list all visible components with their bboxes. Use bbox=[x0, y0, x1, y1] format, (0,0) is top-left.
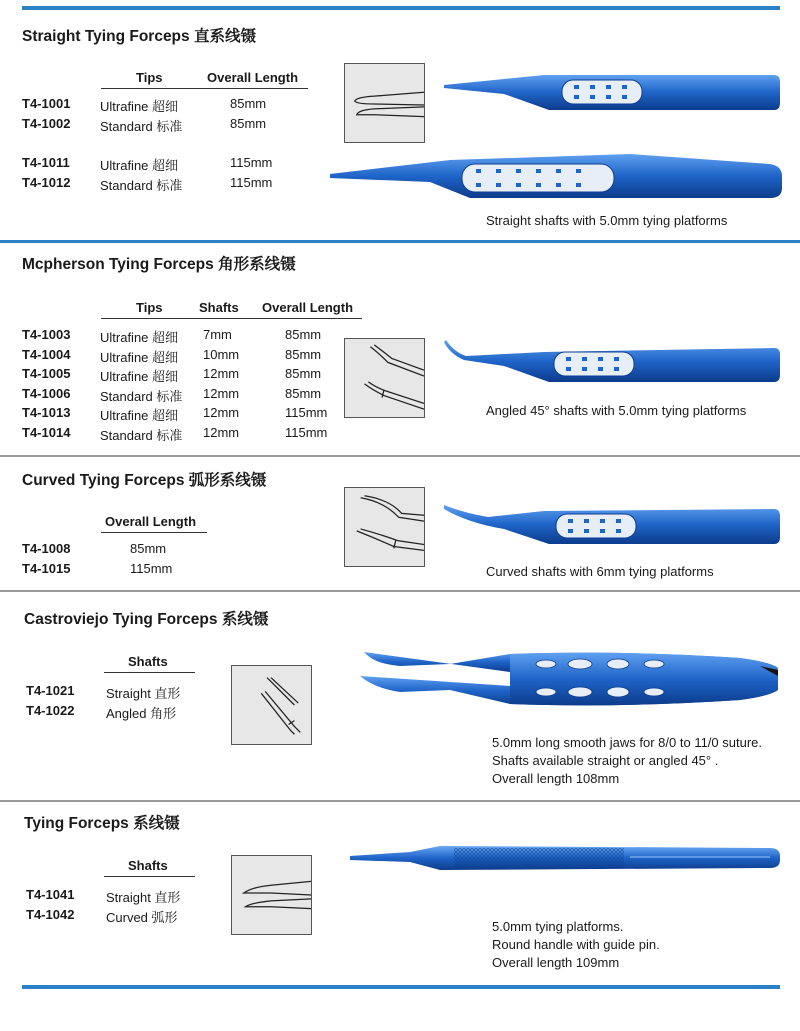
section-title: Mcpherson Tying Forceps 角形系线镊 bbox=[22, 256, 296, 273]
length-value: 115mm bbox=[230, 175, 273, 190]
shafts-value: Straight 直形 bbox=[106, 686, 181, 701]
product-code: T4-1003 bbox=[22, 327, 71, 342]
caption-line: Round handle with guide pin. bbox=[492, 937, 660, 952]
caption-line: 5.0mm long smooth jaws for 8/0 to 11/0 suture. bbox=[492, 735, 763, 750]
tips-value: Ultrafine 超细 bbox=[100, 330, 179, 345]
length-value: 85mm bbox=[285, 347, 322, 362]
castroviejo-tip-icon bbox=[231, 665, 312, 745]
header-underline bbox=[104, 672, 195, 673]
tips-value: Standard 标准 bbox=[100, 428, 183, 443]
length-value: 85mm bbox=[230, 116, 267, 131]
product-code: T4-1022 bbox=[26, 703, 75, 718]
shafts-value: Angled 角形 bbox=[106, 706, 177, 721]
shafts-value: 12mm bbox=[203, 366, 240, 381]
caption-line: Overall length 109mm bbox=[492, 955, 620, 970]
shafts-value: Curved 弧形 bbox=[106, 910, 178, 925]
mcpherson-tying-forceps-image bbox=[444, 340, 780, 385]
product-code: T4-1012 bbox=[22, 175, 71, 190]
product-code: T4-1014 bbox=[22, 425, 71, 440]
section-caption: Straight shafts with 5.0mm tying platforms bbox=[486, 213, 728, 228]
straight-tying-forceps-image bbox=[444, 70, 780, 115]
length-value: 85mm bbox=[285, 366, 322, 381]
section-caption: Angled 45° shafts with 5.0mm tying platforms bbox=[486, 403, 747, 418]
caption-line: Overall length 108mm bbox=[492, 771, 620, 786]
castroviejo-tying-forceps-image bbox=[360, 648, 780, 710]
section-caption: Curved shafts with 6mm tying platforms bbox=[486, 564, 714, 579]
tips-value: Ultrafine 超细 bbox=[100, 158, 179, 173]
column-header-overall-length: Overall Length bbox=[105, 514, 197, 529]
section-divider bbox=[0, 590, 800, 592]
caption-line: Shafts available straight or angled 45° . bbox=[492, 753, 719, 768]
section-divider bbox=[0, 800, 800, 802]
column-header-overall-length: Overall Length bbox=[207, 70, 299, 85]
tips-value: Ultrafine 超细 bbox=[100, 350, 179, 365]
section-divider bbox=[0, 240, 800, 243]
section-title: Straight Tying Forceps 直系线镊 bbox=[22, 28, 256, 45]
curved-tying-forceps-image bbox=[444, 503, 780, 548]
header-underline bbox=[101, 532, 207, 533]
length-value: 115mm bbox=[130, 561, 173, 576]
tips-value: Ultrafine 超细 bbox=[100, 99, 179, 114]
product-code: T4-1013 bbox=[22, 405, 71, 420]
straight-tying-forceps-long-image bbox=[330, 152, 782, 202]
length-value: 85mm bbox=[230, 96, 267, 111]
shafts-value: 12mm bbox=[203, 386, 240, 401]
length-value: 115mm bbox=[230, 155, 273, 170]
shafts-value: 10mm bbox=[203, 347, 240, 362]
product-code: T4-1005 bbox=[22, 366, 71, 381]
column-header-shafts: Shafts bbox=[128, 654, 168, 669]
tips-value: Standard 标准 bbox=[100, 119, 183, 134]
length-value: 115mm bbox=[285, 425, 328, 440]
product-code: T4-1041 bbox=[26, 887, 75, 902]
tips-value: Standard 标准 bbox=[100, 389, 183, 404]
shafts-value: Straight 直形 bbox=[106, 890, 181, 905]
header-underline bbox=[104, 876, 195, 877]
top-rule bbox=[22, 6, 780, 10]
tips-value: Ultrafine 超细 bbox=[100, 369, 179, 384]
product-code: T4-1042 bbox=[26, 907, 75, 922]
column-header-tips: Tips bbox=[136, 70, 163, 85]
tips-value: Ultrafine 超细 bbox=[100, 408, 179, 423]
round-handle-tying-forceps-image bbox=[350, 838, 780, 878]
product-code: T4-1002 bbox=[22, 116, 71, 131]
product-code: T4-1021 bbox=[26, 683, 75, 698]
section-divider bbox=[0, 455, 800, 457]
round-handle-tip-icon bbox=[231, 855, 312, 935]
length-value: 85mm bbox=[285, 386, 322, 401]
column-header-shafts: Shafts bbox=[128, 858, 168, 873]
header-underline bbox=[101, 88, 308, 89]
straight-tip-icon bbox=[344, 63, 425, 143]
section-title: Castroviejo Tying Forceps 系线镊 bbox=[24, 611, 269, 628]
product-code: T4-1001 bbox=[22, 96, 71, 111]
column-header-overall-length: Overall Length bbox=[262, 300, 354, 315]
product-code: T4-1011 bbox=[22, 155, 70, 170]
curved-tip-icon bbox=[344, 487, 425, 567]
shafts-value: 12mm bbox=[203, 405, 240, 420]
product-code: T4-1004 bbox=[22, 347, 71, 362]
product-code: T4-1008 bbox=[22, 541, 71, 556]
product-code: T4-1015 bbox=[22, 561, 71, 576]
product-code: T4-1006 bbox=[22, 386, 71, 401]
column-header-shafts: Shafts bbox=[199, 300, 239, 315]
bottom-rule bbox=[22, 985, 780, 989]
length-value: 85mm bbox=[130, 541, 167, 556]
section-title: Tying Forceps 系线镊 bbox=[24, 815, 180, 832]
header-underline bbox=[101, 318, 362, 319]
shafts-value: 12mm bbox=[203, 425, 240, 440]
length-value: 115mm bbox=[285, 405, 328, 420]
angled-tip-icon bbox=[344, 338, 425, 418]
shafts-value: 7mm bbox=[203, 327, 232, 342]
section-title: Curved Tying Forceps 弧形系线镊 bbox=[22, 472, 267, 489]
column-header-tips: Tips bbox=[136, 300, 163, 315]
tips-value: Standard 标准 bbox=[100, 178, 183, 193]
caption-line: 5.0mm tying platforms. bbox=[492, 919, 624, 934]
length-value: 85mm bbox=[285, 327, 322, 342]
